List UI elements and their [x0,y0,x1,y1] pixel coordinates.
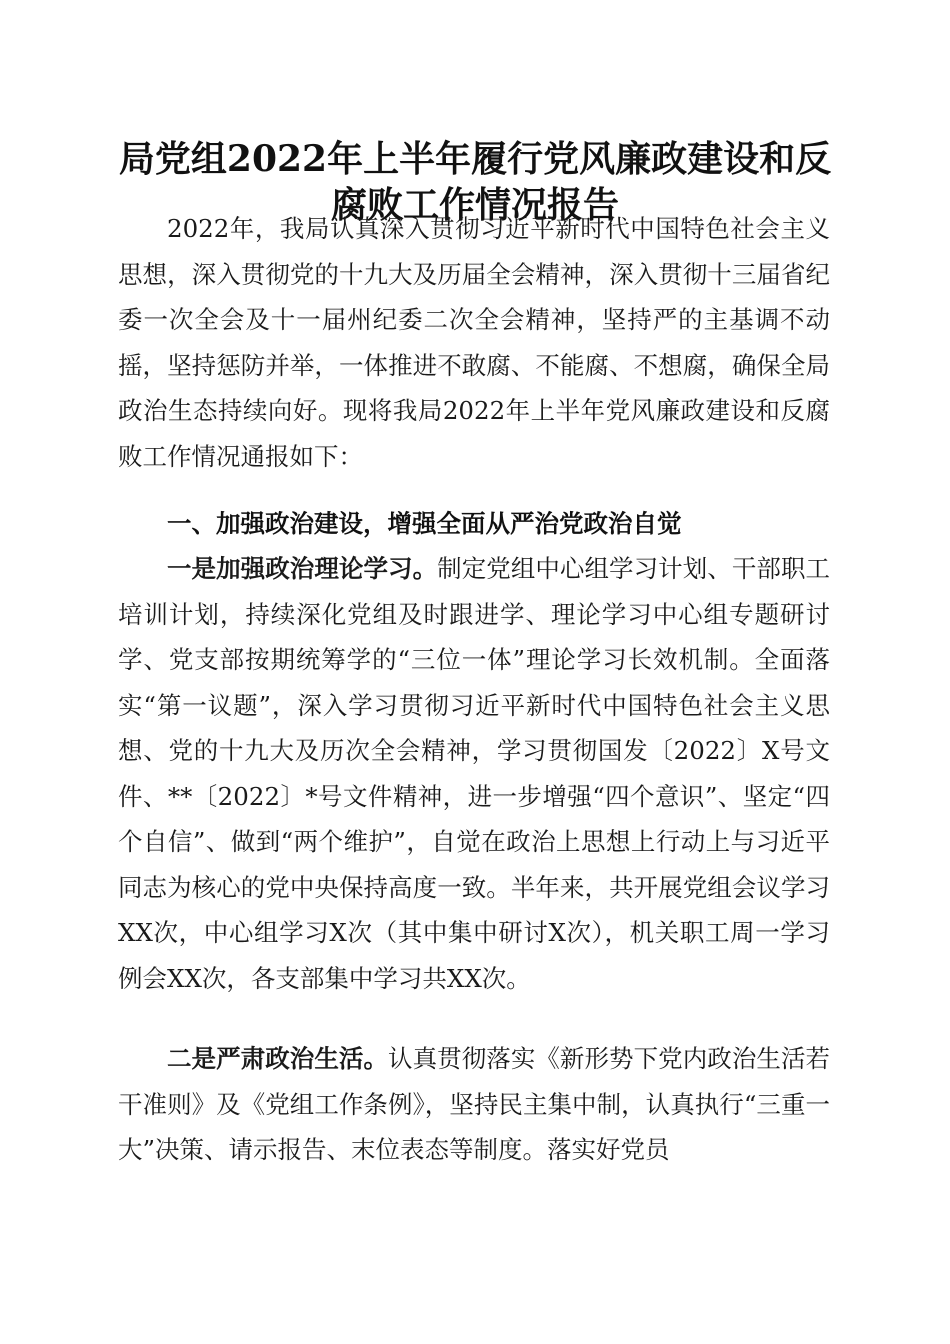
item-1-text: 制定党组中心组学习计划、干部职工培训计划，持续深化党组及时跟进学、理论学习中心组专题研讨学、党支部按期统筹学的“三位一体”理论学习长效机制。全面落实“第一议题”，深入学习贯彻习近平新时代中国特色社会主义思想、党的十九大及历次全会精神，学习贯彻国发〔2022〕X号文件、**〔2022〕*号文件精神，进一步增强“四个意识”、坚定“四个自信”、做到“两个维护”，自觉在政治上思想上行动上与习近平同志为核心的党中央保持高度一致。半年来，共开展党组会议学习XX次，中心组学习X次（其中集中研讨X次），机关职工周一学习例会XX次，各支部集中学习共XX次。 [118,554,831,993]
paragraph-item-2 [118,1036,830,1173]
item-1-lead: 一是加强政治理论学习。 [167,554,438,583]
paragraph-item-1 [118,546,830,1001]
document-title: 局党组2022年上半年履行党风廉政建设和反腐败工作情况报告 [118,138,832,226]
section-heading-1: 一、加强政治建设，增强全面从严治党政治自觉 [167,509,682,538]
item-2-text: 认真贯彻落实《新形势下党内政治生活若干准则》及《党组工作条例》，坚持民主集中制，认真执行“三重一大”决策、请示报告、末位表态等制度。落实好党员 [118,1044,831,1164]
item-2-lead: 二是严肃政治生活。 [167,1044,389,1073]
intro-paragraph: 2022年，我局认真深入贯彻习近平新时代中国特色社会主义思想，深入贯彻党的十九大及历届全会精神，深入贯彻十三届省纪委一次全会及十一届州纪委二次全会精神，坚持严的主基调不动摇，坚持惩防并举，一体推进不敢腐、不能腐、不想腐，确保全局政治生态持续向好。现将我局2022年上半年党风廉政建设和反腐败工作情况通报如下： [118,214,830,471]
